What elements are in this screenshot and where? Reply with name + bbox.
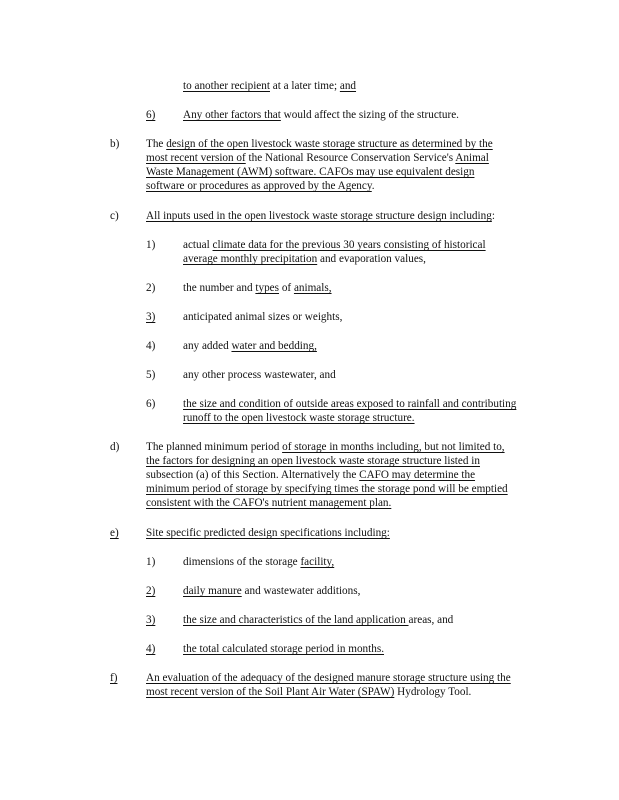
c-item-2-label: 2) — [146, 282, 156, 294]
section-d-line-4: minimum period of storage by specifying times the storage pond will be emptied — [146, 483, 508, 495]
section-d-line-2: the factors for designing an open livestock waste storage structure listed in — [146, 455, 480, 467]
e-item-1-label: 1) — [146, 556, 156, 568]
e-item-4-text: the total calculated storage period in months. — [183, 643, 385, 655]
section-b-line-3: Waste Management (AWM) software. CAFOs may use equivalent design — [146, 166, 475, 178]
section-f-line-1: An evaluation of the adequacy of the designed manure storage structure using the — [146, 672, 511, 684]
section-e-label: e) — [110, 527, 119, 539]
section-c-line-1: All inputs used in the open livestock waste storage structure design including: — [146, 210, 495, 222]
text: at a later time; — [269, 80, 340, 92]
c-item-1-line-2: average monthly precipitation and evaporation values, — [183, 253, 426, 265]
section-b-line-1: The design of the open livestock waste storage structure as determined by the — [146, 138, 493, 150]
section-d-line-3: subsection (a) of this Section. Alternatively the CAFO may determine the — [146, 469, 476, 481]
section-c-label: c) — [110, 210, 119, 222]
e-item-4-label: 4) — [146, 643, 156, 655]
item-6-text: Any other factors that would affect the sizing of the structure. — [183, 109, 459, 121]
c-item-1-line-1: actual climate data for the previous 30 years consisting of historical — [183, 239, 486, 251]
section-e-line-1: Site specific predicted design specifications including: — [146, 527, 390, 539]
section-b-line-4: software or procedures as approved by the Agency. — [146, 180, 375, 192]
c-item-1-label: 1) — [146, 239, 156, 251]
section-b-line-2: most recent version of the National Resource Conservation Service's Animal — [146, 152, 489, 164]
c-item-4-text: any added water and bedding, — [183, 340, 317, 352]
c-item-3-label: 3) — [146, 311, 156, 323]
c-item-6-line-2: runoff to the open livestock waste storage structure. — [183, 412, 415, 424]
c-item-4-label: 4) — [146, 340, 156, 352]
e-item-3-text: the size and characteristics of the land application areas, and — [183, 614, 454, 626]
c-item-6-line-1: the size and condition of outside areas exposed to rainfall and contributing — [183, 398, 517, 410]
text-underlined: to another recipient — [183, 80, 270, 92]
e-item-1-text: dimensions of the storage facility, — [183, 556, 335, 568]
continuation-line — [183, 79, 356, 93]
section-d-label: d) — [110, 441, 120, 453]
e-item-2-label: 2) — [146, 585, 156, 597]
section-d-line-5: consistent with the CAFO's nutrient management plan. — [146, 497, 392, 509]
c-item-2-text: the number and types of animals, — [183, 282, 332, 294]
text-underlined: and — [339, 80, 357, 92]
c-item-5-text: any other process wastewater, and — [183, 369, 336, 381]
c-item-3-text: anticipated animal sizes or weights, — [183, 311, 343, 323]
c-item-5-label: 5) — [146, 369, 156, 381]
e-item-2-text: daily manure and wastewater additions, — [183, 585, 361, 597]
section-f-line-2: most recent version of the Soil Plant Air Water (SPAW) Hydrology Tool. — [146, 686, 472, 698]
section-f-label: f) — [110, 672, 118, 684]
e-item-3-label: 3) — [146, 614, 156, 626]
c-item-6-label: 6) — [146, 398, 156, 410]
section-b-label: b) — [110, 138, 120, 150]
item-6-label: 6) — [146, 109, 156, 121]
section-d-line-1: The planned minimum period of storage in months including, but not limited to, — [146, 441, 505, 453]
